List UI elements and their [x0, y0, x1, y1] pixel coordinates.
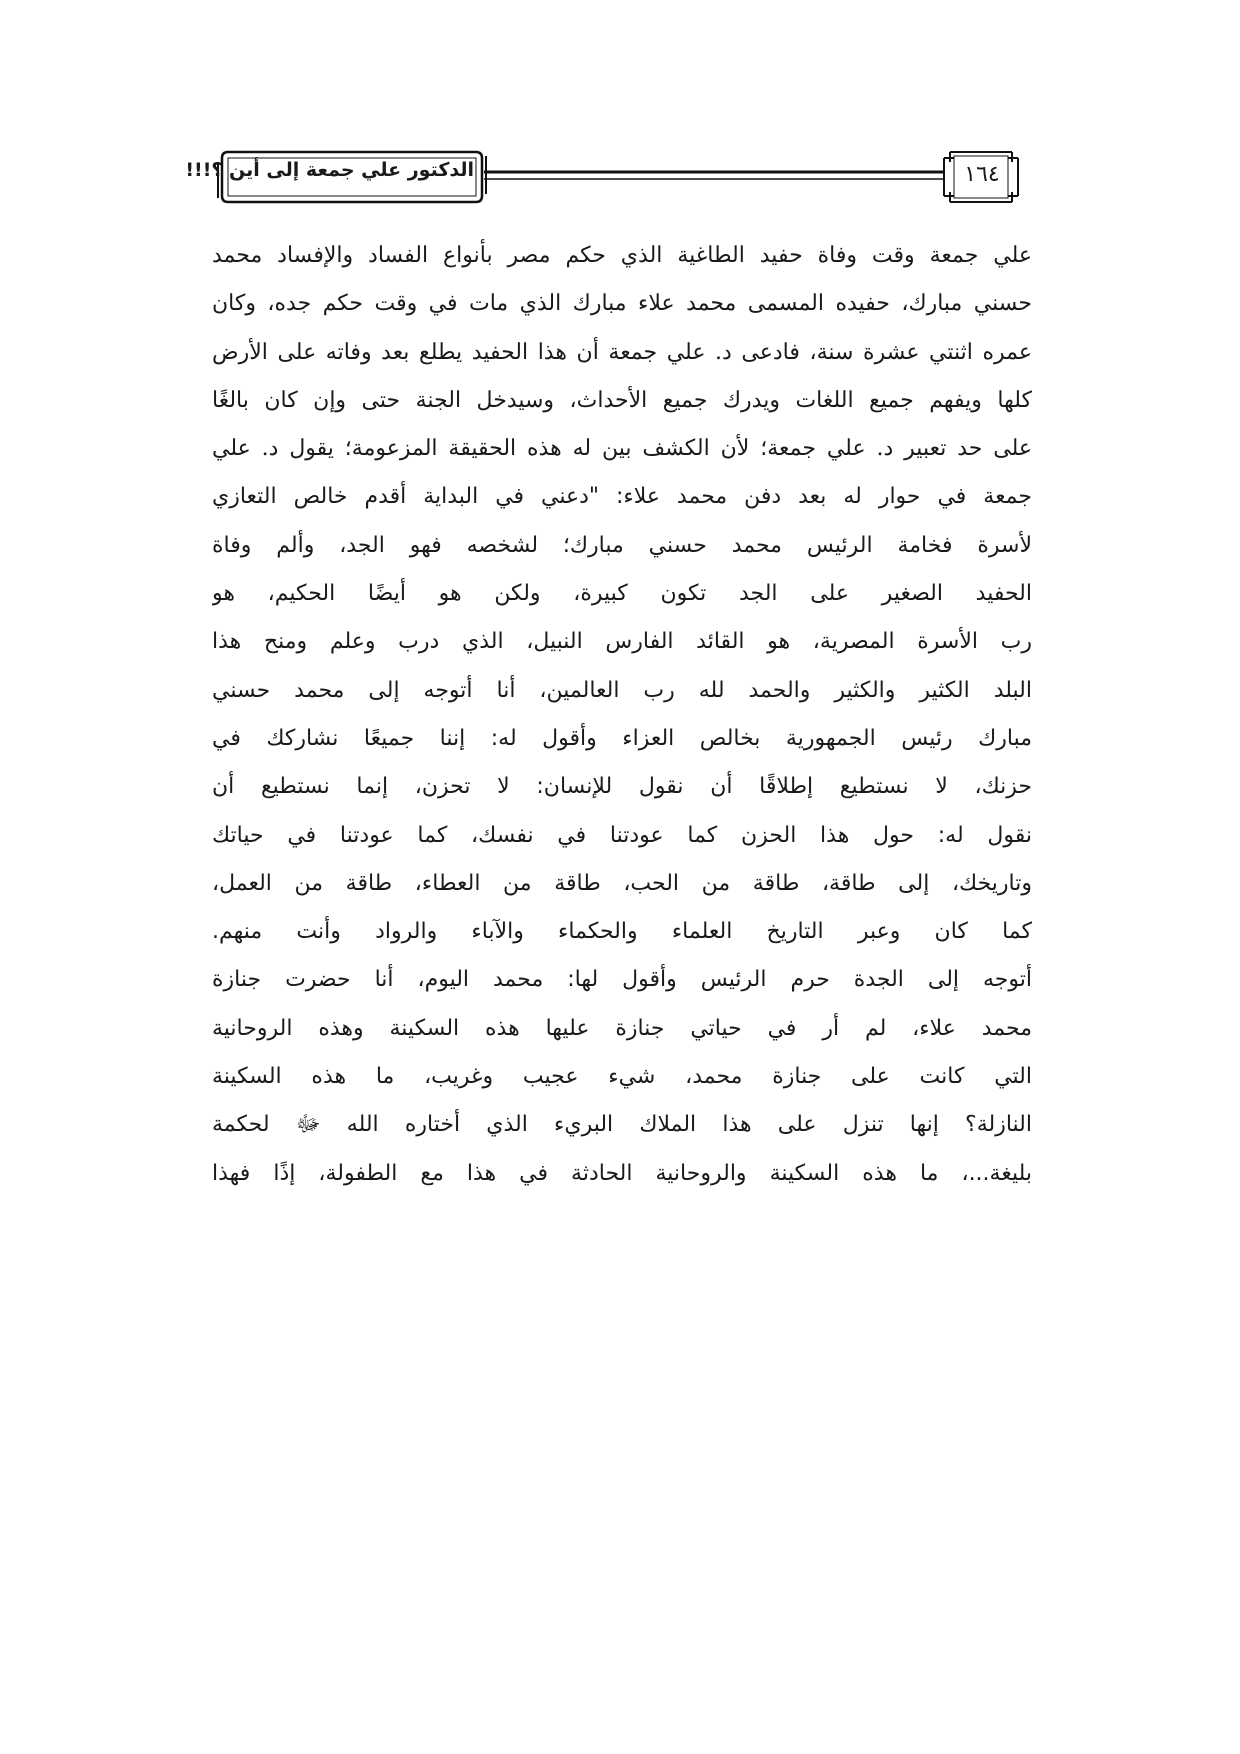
text-line: عمره اثنتي عشرة سنة، فادعى د. علي جمعة أن هذا الحفيد يطلع بعد وفاته على الأرض: [212, 339, 1032, 365]
text-line: التي كانت على جنازة محمد، شيء عجيب وغريب، ما هذه السكينة: [212, 1064, 1032, 1090]
text-line: محمد علاء، لم أر في حياتي جنازة عليها هذه السكينة وهذه الروحانية: [212, 1015, 1032, 1041]
text-line: حزنك، لا نستطيع إطلاقًا أن نقول للإنسان: لا تحزن، إنما نستطيع أن: [212, 774, 1032, 800]
page-header: [185, 146, 1030, 210]
text-line: بليغة...، ما هذه السكينة والروحانية الحادثة في هذا مع الطفولة، إذًا فهذا: [212, 1160, 1032, 1186]
running-title: الدكتور علي جمعة إلى أين ؟!!!: [185, 159, 474, 181]
text-line: نقول له: حول هذا الحزن كما عودتنا في نفسك، كما عودتنا في حياتك: [212, 822, 1032, 848]
page-number: ١٦٤: [964, 162, 1000, 187]
text-line: على حد تعبير د. علي جمعة؛ لأن الكشف بين له هذه الحقيقة المزعومة؛ يقول د. علي: [212, 436, 1032, 462]
text-line: البلد الكثير والكثير والحمد لله رب العالمين، أنا أتوجه إلى محمد حسني: [212, 677, 1032, 703]
text-line: لأسرة فخامة الرئيس محمد حسني مبارك؛ لشخصه فهو الجد، وألم وفاة: [212, 532, 1032, 558]
text-line: كما كان وعبر التاريخ العلماء والحكماء والآباء والرواد وأنت منهم.: [212, 919, 1032, 945]
text-line: جمعة في حوار له بعد دفن محمد علاء: "دعني في البداية أقدم خالص التعازي: [212, 484, 1032, 510]
text-line: حسني مبارك، حفيده المسمى محمد علاء مبارك الذي مات في وقت حكم جده، وكان: [212, 291, 1032, 317]
text-line: الحفيد الصغير على الجد تكون كبيرة، ولكن هو أيضًا الحكيم، هو: [212, 581, 1032, 607]
body-text: [212, 232, 1032, 1198]
text-line: علي جمعة وقت وفاة حفيد الطاغية الذي حكم مصر بأنواع الفساد والإفساد محمد: [212, 243, 1032, 268]
text-line: وتاريخك، إلى طاقة، طاقة من الحب، طاقة من العطاء، طاقة من العمل،: [212, 870, 1032, 896]
text-line: مبارك رئيس الجمهورية بخالص العزاء وأقول له: إننا جميعًا نشاركك في: [212, 725, 1032, 751]
text-line: كلها ويفهم جميع اللغات ويدرك جميع الأحداث، وسيدخل الجنة حتى وإن كان بالغًا: [212, 387, 1032, 413]
text-line: النازلة؟ إنها تنزل على هذا الملاك البريء الذي أختاره الله ﷻ لحكمة: [212, 1112, 1032, 1138]
text-line: أتوجه إلى الجدة حرم الرئيس وأقول لها: محمد اليوم، أنا حضرت جنازة: [212, 967, 1032, 993]
text-line: رب الأسرة المصرية، هو القائد الفارس النبيل، الذي درب وعلم ومنح هذا: [212, 629, 1032, 655]
